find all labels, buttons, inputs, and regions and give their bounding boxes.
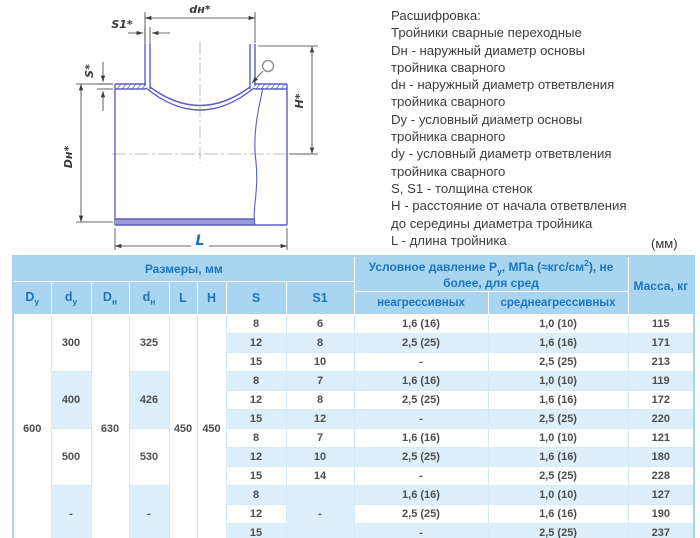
s1-merged-cell: - [286, 486, 354, 538]
dim-s [97, 62, 113, 111]
dy-group-cell: - [51, 486, 91, 538]
mass-value: 171 [628, 334, 694, 353]
pressure1-value: 1,6 (16) [354, 372, 488, 391]
dim-Dn [76, 84, 113, 222]
s-value: 12 [226, 448, 286, 467]
col-header-Dy: $D_у$ [13, 282, 51, 315]
pressure2-value: 2,5 (25) [488, 467, 628, 486]
s-value: 15 [226, 410, 286, 429]
legend [391, 7, 696, 249]
col-header-Dn: $D_н$ [91, 282, 129, 315]
legend-line: dy - условный диаметр ответвления [391, 146, 612, 162]
s1-value: 12 [286, 410, 354, 429]
legend-line: тройника сварного [391, 163, 506, 179]
s-value: 15 [226, 467, 286, 486]
pressure2-value: 2,5 (25) [488, 353, 628, 372]
pressure1-value: 1,6 (16) [354, 429, 488, 448]
pressure2-value: 1,6 (16) [488, 505, 628, 524]
dim-label-Dn: Dн* [62, 145, 75, 169]
pressure1-value: - [354, 524, 488, 538]
mass-value: 228 [628, 467, 694, 486]
L-group-cell: 450 [169, 315, 197, 538]
mass-value: 213 [628, 353, 694, 372]
s-value: 15 [226, 353, 286, 372]
pressure1-value: 2,5 (25) [354, 391, 488, 410]
dn-group-cell: - [129, 486, 169, 538]
legend-line: S, S1 - толщина стенок [391, 180, 533, 196]
pressure2-value: 1,6 (16) [488, 334, 628, 353]
legend-line: Dy - условный диаметр основы [391, 111, 583, 127]
col-header-dy: $d_у$ [51, 282, 91, 315]
dim-label-s1: S1* [111, 18, 133, 31]
dim-s1 [128, 27, 170, 44]
mass-value: 220 [628, 410, 694, 429]
mass-header: Масса, кг [628, 256, 694, 315]
pressure2-value: 1,6 (16) [488, 391, 628, 410]
s1-value: 10 [286, 353, 354, 372]
legend-line: H - расстояние от начала ответвления [391, 198, 627, 214]
col-header-S: S [226, 282, 286, 315]
sizes-header: Размеры, мм [13, 256, 354, 282]
col-header-dn: $d_н$ [129, 282, 169, 315]
H-group-cell: 450 [197, 315, 226, 538]
pressure1-value: 2,5 (25) [354, 334, 488, 353]
s-value: 8 [226, 486, 286, 505]
s-value: 8 [226, 315, 286, 334]
mass-value: 237 [628, 524, 694, 538]
s1-value: 8 [286, 391, 354, 410]
legend-line: тройника сварного [391, 129, 506, 145]
legend-line: тройника сварного [391, 94, 506, 110]
legend-line: Dн - наружный диаметр основы [391, 42, 586, 58]
dimensions-table [12, 255, 695, 538]
s-value: 12 [226, 334, 286, 353]
dim-dn [145, 12, 255, 43]
col-header-S1: S1 [286, 282, 354, 315]
legend-title: Расшифровка: [391, 8, 481, 23]
media-header-midaggressive: среднеагрессивных [488, 292, 628, 315]
legend-line: dн - наружный диаметр ответвления [391, 77, 615, 93]
weld-hatch [117, 84, 285, 89]
pressure2-value: 1,0 (10) [488, 372, 628, 391]
pressure1-value: 1,6 (16) [354, 486, 488, 505]
pressure1-value: 1,6 (16) [354, 315, 488, 334]
s-value: 8 [226, 429, 286, 448]
centerlines [112, 42, 316, 163]
s1-value: 7 [286, 372, 354, 391]
mass-value: 172 [628, 391, 694, 410]
pressure1-value: - [354, 353, 488, 372]
s-value: 12 [226, 391, 286, 410]
Dy-group-cell: 600 [13, 315, 51, 538]
pressure2-value: 1,0 (10) [488, 486, 628, 505]
tee-outline [115, 44, 287, 225]
pressure2-value: 2,5 (25) [488, 524, 628, 538]
pressure1-value: 2,5 (25) [354, 448, 488, 467]
mass-value: 180 [628, 448, 694, 467]
pressure2-value: 1,6 (16) [488, 448, 628, 467]
dy-group-cell: 300 [51, 315, 91, 372]
legend-line: до середины диаметра тройника [391, 215, 593, 231]
mass-value: 127 [628, 486, 694, 505]
dn-group-cell: 426 [129, 372, 169, 429]
s1-value: 14 [286, 467, 354, 486]
pressure1-value: - [354, 467, 488, 486]
s1-value: 10 [286, 448, 354, 467]
mass-value: 190 [628, 505, 694, 524]
s1-value: 8 [286, 334, 354, 353]
pressure2-value: 1,0 (10) [488, 315, 628, 334]
Dn-group-cell: 630 [91, 315, 129, 538]
mass-value: 119 [628, 372, 694, 391]
dn-group-cell: 325 [129, 315, 169, 372]
dim-label-s: S* [83, 64, 96, 78]
pressure2-value: 1,0 (10) [488, 429, 628, 448]
legend-line: Тройники сварные переходные [391, 25, 582, 41]
legend-line: тройника сварного [391, 59, 506, 75]
s-value: 12 [226, 505, 286, 524]
dn-group-cell: 530 [129, 429, 169, 486]
s-value: 8 [226, 372, 286, 391]
dim-label-dn: dн* [189, 3, 211, 16]
s1-value: 7 [286, 429, 354, 448]
s1-value: 6 [286, 315, 354, 334]
mass-value: 121 [628, 429, 694, 448]
dim-label-l: L [195, 233, 205, 249]
col-header-L: L [169, 282, 197, 315]
media-header-nonaggressive: неагрессивных [354, 292, 488, 315]
tee-drawing [0, 0, 390, 252]
col-header-H: H [197, 282, 226, 315]
table-row [13, 315, 694, 334]
s-value: 15 [226, 524, 286, 538]
dy-group-cell: 500 [51, 429, 91, 486]
legend-line: L - длина тройника [391, 232, 507, 248]
pressure1-value: 2,5 (25) [354, 505, 488, 524]
dim-label-h: H* [293, 93, 306, 109]
pressure1-value: - [354, 410, 488, 429]
dy-group-cell: 400 [51, 372, 91, 429]
pressure2-value: 2,5 (25) [488, 410, 628, 429]
pressure-header: Условное давление $Р_у$, МПа $(\approx кгс/см^2)$, не более, для сред [354, 256, 628, 292]
mass-value: 115 [628, 315, 694, 334]
units-note: (мм) [651, 236, 678, 251]
